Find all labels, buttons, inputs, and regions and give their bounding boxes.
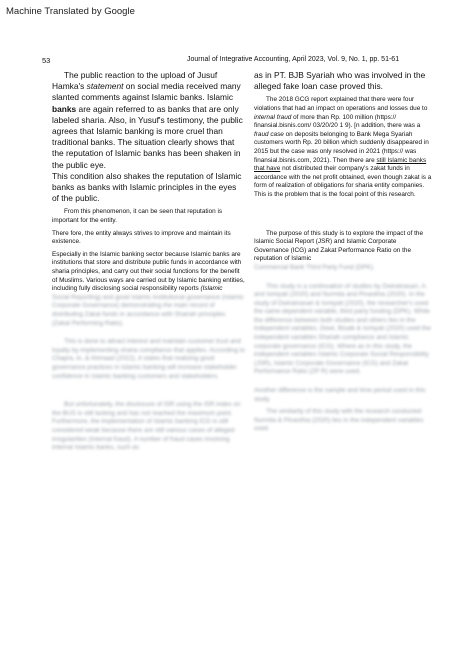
text-run: not distributed their company's zakat funds in accordance with the net profit obtained, even though zakat is a form of realization of obligations for sharia entity companies. This is the problem that is the focal point of this research. — [254, 165, 432, 198]
machine-translation-banner: Machine Translated by Google — [6, 6, 135, 17]
text-run: of more than Rp. 100 million (https:// finansial.bisnis.com/ 03/20/20 1 9). [n addition, there was a — [254, 113, 421, 130]
text-run: finansial.bisnis.com, 2021). Then there are — [254, 156, 377, 164]
left-blurred-paragraph-2: This is done to attract interest and maintain customer trust and loyalty by implementing sharia compliance that applies. According to Chapra, in, & Ahmaad (2022), it states that realizing good governance practices in Islamic banking will increase stakeholder confidence in Islamic banking customers and stakeholders. — [52, 338, 245, 380]
left-paragraph-1 — [52, 70, 245, 171]
left-paragraph-5 — [52, 251, 245, 294]
italic-text: (Islamic — [200, 285, 223, 293]
page-number: 53 — [42, 56, 51, 65]
italic-text: statement — [86, 81, 124, 92]
text-run: on social media received many slanted comments against Islamic banks. Islamic — [52, 81, 241, 103]
text-run: are again referred to as banks that are only labeled sharia. Also, in Yusuf's testimony, the public agrees that Islamic banking is more cruel than traditional banks. The situation clearly shows that the reputation of Islamic banks has been shaken in the public eye. — [52, 103, 243, 170]
right-blurred-paragraph-4: The similarity of this study with the research conducted Nurmila & Pinasthia (2020) lies in the independent variables used. — [254, 408, 424, 433]
underlined-text: still Islamic banks that have — [254, 156, 427, 173]
text-run: on deposits belonging to Bank Mega Syariah customers worth Rp. 20 billion which suddenly disappeared in 2015 but the case was only resolved in 2021 (https:// was — [254, 130, 429, 155]
left-paragraph-3: From this phenomenon, it can be seen that reputation is important for the entity. — [52, 208, 223, 225]
italic-text: internal fraud — [254, 113, 292, 121]
journal-citation-header: Journal of Integrative Accounting, April 2023, Vol. 9, No. 1, pp. 51-61 — [187, 56, 400, 63]
text-run: The public reaction to the upload of Jusuf Hamka's — [52, 70, 218, 92]
right-paragraph-2 — [254, 96, 432, 199]
right-blurred-paragraph-1: Commercial Bank Third Party Fund (DPK). — [254, 263, 375, 271]
right-paragraph-3: The purpose of this study is to explore the impact of the Islamic Social Report (JSR) and Islamic Corporate Governance (ICG) and Zakat Performance Ratio on the reputation of Islamic — [254, 229, 424, 263]
text-run: Especially in the Islamic banking sector because Islamic banks are institutions that store and distribute public funds in accordance with sharia principles, and carry out their social functions for the benefit of Muslims. Various ways are carried out by Islamic banking entities, including fully disclosing social responsibility reports — [52, 250, 245, 293]
left-blurred-paragraph-1: Social Reporting) and good Islamic institutional governance (Islamic Corporate Governance) demonstrating the main record of distributing Zakat funds in accordance with Shariah principles (Zakat Performing Ratio). — [52, 293, 244, 327]
italic-text: fraud case — [254, 130, 284, 138]
left-paragraph-2: This condition also shakes the reputation of Islamic banks as banks with Islamic principles in the eyes of the public. — [52, 170, 242, 204]
right-paragraph-1: as in PT. BJB Syariah who was involved in the alleged fake loan case proved this. — [254, 70, 426, 92]
right-blurred-paragraph-3: Another difference is the sample and time period used in this study. — [254, 387, 426, 403]
right-blurred-paragraph-2: This study is a continuation of studies by Dwiratnasari, A. and Ismiyati (2020) and Nurmila and Pinasthia (2020). In the study of Dwiratnasari & Ismiyati (2020), the researcher's used the same dependent variable, third party funding (DPK). While the difference between both studies and others lies in the independent variables. Dewi, Bisaik & Ismiyati (2020) used the independent variables Shariah compliance and Islamic corporate governance (ICG). Where as in this study, the independent variables Islamic Corporate Social Responsibility (JSR), Islamic Corporate Governance (ICG) and Zakat Performance Ratio (ZP R) were used. — [254, 282, 431, 376]
left-column — [52, 70, 245, 453]
right-column — [254, 70, 432, 434]
bold-text: banks — [52, 103, 77, 114]
left-paragraph-4: There fore, the entity always strives to improve and maintain its existence. — [52, 229, 231, 246]
text-run: The 2018 GCG report explained that there were four violations that had an impact on operations and losses due to — [254, 96, 428, 112]
left-blurred-paragraph-3: But unfortunately, the disclosure of ISR using the ISR index on the BUS is still lacking and has not reached the maximum point. Furthermore, the implementation of Islamic banking ICG is still considered weak because there are still various cases of alleged irregularities (Internal fraud). A number of fraud cases involving internal Islamic banks, such as — [52, 401, 241, 452]
